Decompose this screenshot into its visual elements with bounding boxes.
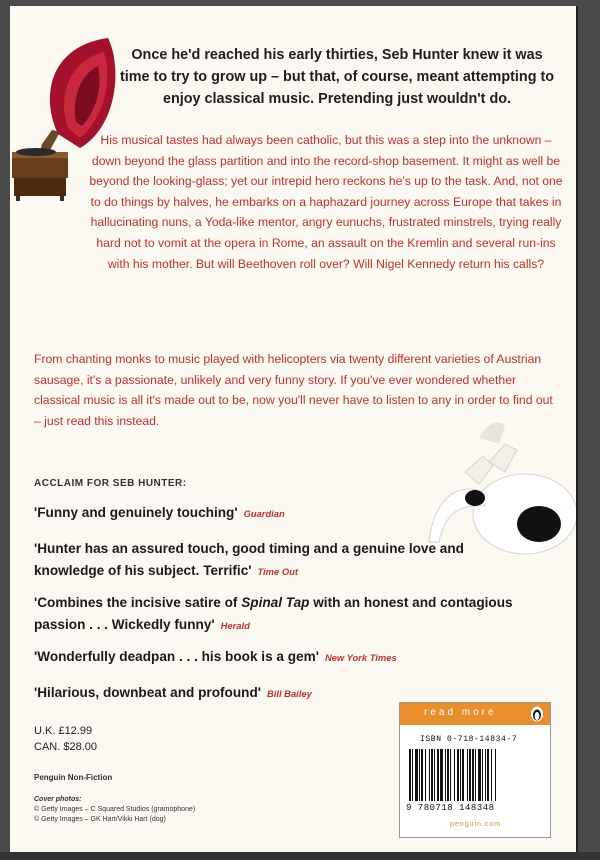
photo-credits [34,795,195,825]
credit-line: © Getty Images – GK Hart/Vikki Hart (dog) [34,816,166,823]
quote-text: with an honest and contagious passion . . . Wickedly funny' [34,595,513,632]
review-quote [34,538,534,583]
ean-number: 9 780718 148348 [406,803,495,813]
acclaim-heading: ACCLAIM FOR SEB HUNTER: [34,478,187,489]
quote-title-italic: Spinal Tap [241,595,310,610]
quote-source: Bill Bailey [266,688,312,699]
quote-source: Guardian [243,508,285,519]
penguin-logo-icon [530,706,544,722]
publisher-url: penguin.com [450,821,502,828]
quote-source: Herald [220,620,250,631]
review-quote [34,682,312,705]
read-more-banner [400,703,550,725]
quote-text: 'Wonderfully deadpan . . . his book is a gem' [34,649,319,664]
barcode-icon [408,749,542,801]
price-block [34,723,97,755]
price-uk: U.K. £12.99 [34,725,93,737]
book-back-cover [10,6,576,852]
description-paragraph-1: His musical tastes had always been catholic, but this was a step into the unknown – down beyond the glass partition and into the record-shop basement. It might as well be beyond the looking-glass; yet our intrepid hero reckons he's up to the task. And, not one to do things by halves, he embarks on a haphazard journey across Europe that takes in hallucinating nuns, a Yoda-like mentor, angry eunuchs, frustrated minstrels, trying really hard not to vomit at the opera in Rome, an assault on the Kremlin and several run-ins with his mother. But will Beethoven roll over? Will Nigel Kennedy return his calls? [89,133,563,271]
quote-text: 'Funny and genuinely touching' [34,505,238,520]
description-paragraph-2: From chanting monks to music played with helicopters via twenty different varieties of Austrian sausage, it's a passionate, unlikely and very funny story. If you've ever wondered whether classical music is all it's made out to be, now you'll never have to listen to any in order to find out – just read this instead. [34,352,553,428]
quote-text: 'Hilarious, downbeat and profound' [34,685,261,700]
intro-paragraph: Once he'd reached his early thirties, Seb Hunter knew it was time to try to grow up – but that, of course, meant attempting to enjoy classical music. Pretending just wouldn't do. [119,47,555,107]
credit-line: © Getty Images – C Squared Studios (gramophone) [34,806,196,813]
price-can: CAN. $28.00 [34,741,97,753]
quote-text: 'Hunter has an assured touch, good timing and a genuine love and knowledge of his subject. Terrific' [34,541,464,578]
isbn-number: ISBN 0-718-14834-7 [420,735,518,744]
quote-source: Time Out [257,566,298,577]
review-quote [34,592,534,637]
quote-text: 'Combines the incisive satire of [34,595,242,610]
quote-source: New York Times [324,652,397,663]
review-quote [34,502,285,525]
credits-label: Cover photos: [34,796,82,803]
read-more-text: read more [424,707,497,718]
review-quote [34,646,397,669]
barcode-panel [399,702,551,838]
imprint-label: Penguin Non-Fiction [34,773,113,782]
page-edge [0,852,600,860]
